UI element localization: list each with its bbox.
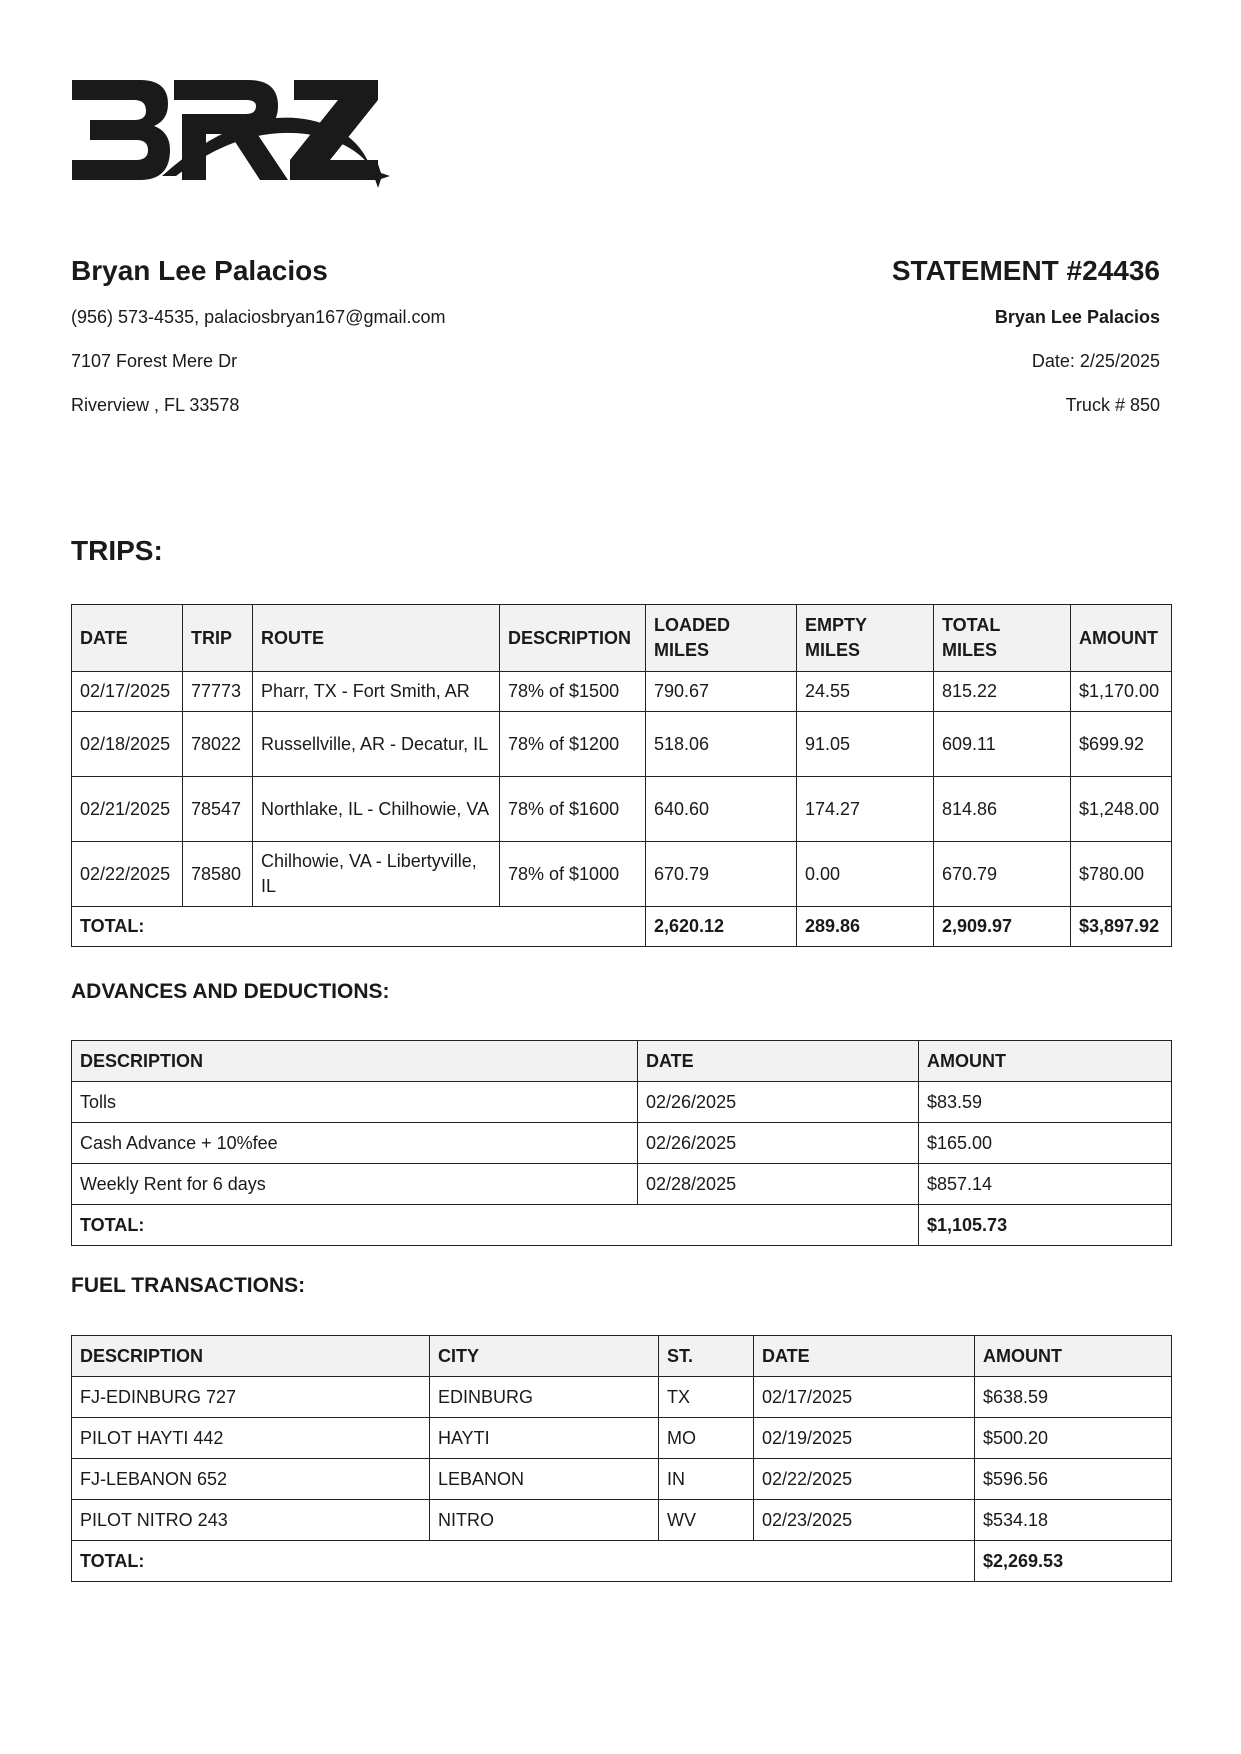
total-row bbox=[72, 1541, 1172, 1582]
table-row bbox=[72, 1500, 1172, 1541]
trip-description: 78% of $1000 bbox=[500, 842, 646, 907]
fuel-title: FUEL TRANSACTIONS: bbox=[71, 1274, 306, 1297]
trip-route: Russellville, AR - Decatur, IL bbox=[253, 712, 500, 777]
table-row bbox=[72, 1164, 1172, 1205]
trip-total-miles: 609.11 bbox=[934, 712, 1071, 777]
advances-title: ADVANCES AND DEDUCTIONS: bbox=[71, 980, 390, 1003]
statement-title: STATEMENT #24436 bbox=[891, 255, 1160, 286]
col-header-route: ROUTE bbox=[253, 605, 500, 672]
statement-name: Bryan Lee Palacios bbox=[994, 307, 1160, 327]
trip-total-miles: 670.79 bbox=[934, 842, 1071, 907]
trip-description: 78% of $1600 bbox=[500, 777, 646, 842]
fuel-state: IN bbox=[659, 1459, 754, 1500]
fuel-date: 02/22/2025 bbox=[754, 1459, 975, 1500]
total-amount: $2,269.53 bbox=[975, 1541, 1172, 1582]
header-line: MILES bbox=[942, 640, 998, 660]
trip-description: 78% of $1500 bbox=[500, 672, 646, 712]
total-label: TOTAL: bbox=[72, 907, 646, 947]
trip-number: 77773 bbox=[183, 672, 253, 712]
table-row bbox=[72, 672, 1172, 712]
trip-loaded-miles: 518.06 bbox=[646, 712, 797, 777]
driver-address-line2: Riverview , FL 33578 bbox=[71, 395, 240, 415]
fuel-city: HAYTI bbox=[430, 1418, 659, 1459]
trip-number: 78580 bbox=[183, 842, 253, 907]
total-label: TOTAL: bbox=[72, 1205, 919, 1246]
fuel-description: FJ-LEBANON 652 bbox=[72, 1459, 430, 1500]
table-row bbox=[72, 1123, 1172, 1164]
col-header-date: DATE bbox=[754, 1336, 975, 1377]
truck-number: Truck # 850 bbox=[1065, 395, 1160, 415]
table-header-row bbox=[72, 1041, 1172, 1082]
trip-amount: $1,248.00 bbox=[1071, 777, 1172, 842]
trip-date: 02/22/2025 bbox=[72, 842, 183, 907]
total-amount: $3,897.92 bbox=[1071, 907, 1172, 947]
total-loaded-miles: 2,620.12 bbox=[646, 907, 797, 947]
trips-title: TRIPS: bbox=[71, 535, 163, 566]
col-header-description: DESCRIPTION bbox=[500, 605, 646, 672]
driver-address-line1: 7107 Forest Mere Dr bbox=[71, 351, 238, 371]
trip-amount: $780.00 bbox=[1071, 842, 1172, 907]
driver-name: Bryan Lee Palacios bbox=[71, 255, 328, 286]
trip-loaded-miles: 670.79 bbox=[646, 842, 797, 907]
total-total-miles: 2,909.97 bbox=[934, 907, 1071, 947]
advance-amount: $165.00 bbox=[919, 1123, 1172, 1164]
table-row bbox=[72, 1418, 1172, 1459]
statement-info bbox=[640, 252, 1160, 427]
table-row bbox=[72, 1082, 1172, 1123]
advance-amount: $83.59 bbox=[919, 1082, 1172, 1123]
fuel-description: PILOT HAYTI 442 bbox=[72, 1418, 430, 1459]
trip-empty-miles: 91.05 bbox=[797, 712, 934, 777]
trip-empty-miles: 0.00 bbox=[797, 842, 934, 907]
col-header-date: DATE bbox=[72, 605, 183, 672]
fuel-city: LEBANON bbox=[430, 1459, 659, 1500]
table-row bbox=[72, 1459, 1172, 1500]
trip-empty-miles: 174.27 bbox=[797, 777, 934, 842]
col-header-date: DATE bbox=[638, 1041, 919, 1082]
trip-total-miles: 814.86 bbox=[934, 777, 1071, 842]
fuel-amount: $596.56 bbox=[975, 1459, 1172, 1500]
trip-amount: $1,170.00 bbox=[1071, 672, 1172, 712]
fuel-state: TX bbox=[659, 1377, 754, 1418]
trip-route: Pharr, TX - Fort Smith, AR bbox=[253, 672, 500, 712]
trip-loaded-miles: 790.67 bbox=[646, 672, 797, 712]
advance-description: Weekly Rent for 6 days bbox=[72, 1164, 638, 1205]
col-header-trip: TRIP bbox=[183, 605, 253, 672]
fuel-amount: $638.59 bbox=[975, 1377, 1172, 1418]
advance-date: 02/28/2025 bbox=[638, 1164, 919, 1205]
col-header-loaded-miles bbox=[646, 605, 797, 672]
header-line: MILES bbox=[654, 640, 710, 660]
total-empty-miles: 289.86 bbox=[797, 907, 934, 947]
table-row bbox=[72, 842, 1172, 907]
driver-info bbox=[71, 252, 591, 427]
header-line: EMPTY bbox=[805, 615, 868, 635]
col-header-city: CITY bbox=[430, 1336, 659, 1377]
trip-loaded-miles: 640.60 bbox=[646, 777, 797, 842]
trip-date: 02/21/2025 bbox=[72, 777, 183, 842]
advance-date: 02/26/2025 bbox=[638, 1123, 919, 1164]
col-header-amount: AMOUNT bbox=[975, 1336, 1172, 1377]
col-header-total-miles bbox=[934, 605, 1071, 672]
total-row bbox=[72, 907, 1172, 947]
advance-description: Cash Advance + 10%fee bbox=[72, 1123, 638, 1164]
fuel-state: WV bbox=[659, 1500, 754, 1541]
statement-date: Date: 2/25/2025 bbox=[1031, 351, 1160, 371]
total-row bbox=[72, 1205, 1172, 1246]
trip-route: Chilhowie, VA - Libertyville, IL bbox=[253, 842, 500, 907]
advance-date: 02/26/2025 bbox=[638, 1082, 919, 1123]
col-header-state: ST. bbox=[659, 1336, 754, 1377]
header-line: TOTAL bbox=[942, 615, 1001, 635]
fuel-amount: $500.20 bbox=[975, 1418, 1172, 1459]
company-logo bbox=[70, 76, 390, 194]
fuel-description: FJ-EDINBURG 727 bbox=[72, 1377, 430, 1418]
col-header-amount: AMOUNT bbox=[919, 1041, 1172, 1082]
table-header-row bbox=[72, 1336, 1172, 1377]
fuel-state: MO bbox=[659, 1418, 754, 1459]
fuel-description: PILOT NITRO 243 bbox=[72, 1500, 430, 1541]
trip-route: Northlake, IL - Chilhowie, VA bbox=[253, 777, 500, 842]
fuel-city: EDINBURG bbox=[430, 1377, 659, 1418]
total-label: TOTAL: bbox=[72, 1541, 975, 1582]
trips-table bbox=[71, 604, 1172, 947]
advance-description: Tolls bbox=[72, 1082, 638, 1123]
header-line: MILES bbox=[805, 640, 861, 660]
trip-date: 02/18/2025 bbox=[72, 712, 183, 777]
header-line: LOADED bbox=[654, 615, 730, 635]
trip-empty-miles: 24.55 bbox=[797, 672, 934, 712]
fuel-date: 02/19/2025 bbox=[754, 1418, 975, 1459]
trip-number: 78022 bbox=[183, 712, 253, 777]
table-row bbox=[72, 1377, 1172, 1418]
trip-amount: $699.92 bbox=[1071, 712, 1172, 777]
col-header-amount: AMOUNT bbox=[1071, 605, 1172, 672]
advance-amount: $857.14 bbox=[919, 1164, 1172, 1205]
col-header-description: DESCRIPTION bbox=[72, 1041, 638, 1082]
trip-description: 78% of $1200 bbox=[500, 712, 646, 777]
trip-date: 02/17/2025 bbox=[72, 672, 183, 712]
fuel-date: 02/17/2025 bbox=[754, 1377, 975, 1418]
col-header-empty-miles bbox=[797, 605, 934, 672]
trip-total-miles: 815.22 bbox=[934, 672, 1071, 712]
table-header-row bbox=[72, 605, 1172, 672]
col-header-description: DESCRIPTION bbox=[72, 1336, 430, 1377]
fuel-date: 02/23/2025 bbox=[754, 1500, 975, 1541]
fuel-city: NITRO bbox=[430, 1500, 659, 1541]
total-amount: $1,105.73 bbox=[919, 1205, 1172, 1246]
table-row bbox=[72, 777, 1172, 842]
fuel-table bbox=[71, 1335, 1172, 1582]
trip-number: 78547 bbox=[183, 777, 253, 842]
driver-contact: (956) 573-4535, palaciosbryan167@gmail.com bbox=[71, 307, 446, 327]
advances-table bbox=[71, 1040, 1172, 1246]
table-row bbox=[72, 712, 1172, 777]
fuel-amount: $534.18 bbox=[975, 1500, 1172, 1541]
